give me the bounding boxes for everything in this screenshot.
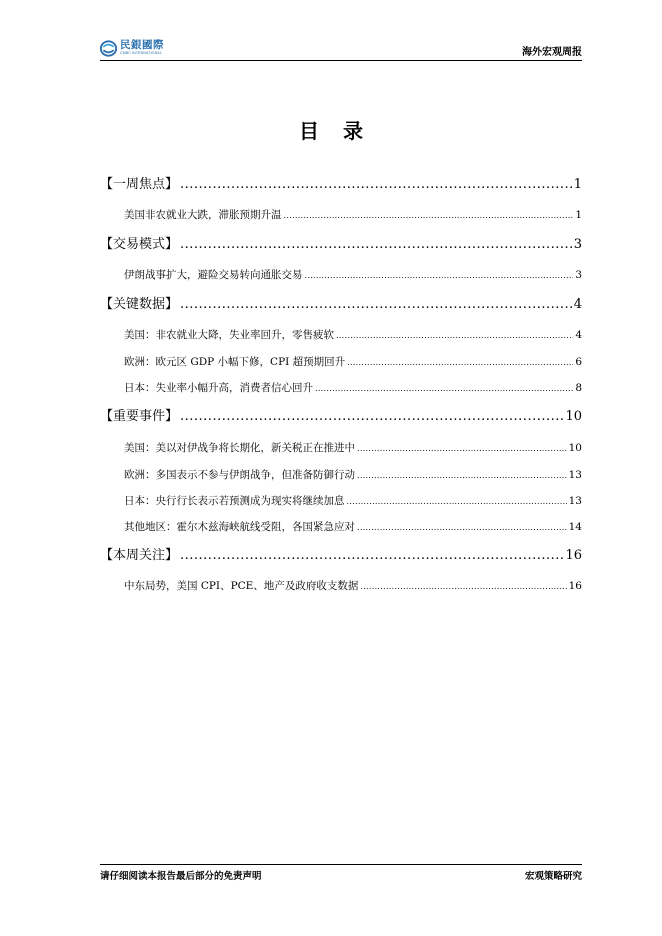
toc-page-number: 16 [565,548,582,563]
toc-dot-leader [357,439,567,459]
toc-page-number: 13 [568,495,582,507]
toc-dot-leader [347,492,567,512]
toc-dot-leader [180,294,572,316]
toc-page-number: 3 [575,269,582,281]
toc-dot-leader [180,545,563,567]
toc-dot-leader [284,206,574,226]
toc-page-number: 14 [568,521,582,533]
toc-subsection-entry[interactable] [100,491,582,511]
toc-entry-label: 其他地区：霍尔木兹海峡航线受阻，各国紧急应对 [124,521,355,533]
toc-subsection-entry[interactable] [100,352,582,372]
toc-entry-label: 美国非农就业大跌，滞胀预期升温 [124,209,282,221]
page-header [100,40,582,62]
toc-dot-leader [347,353,573,373]
page-title: 目录 [299,119,387,143]
toc-page-number: 13 [568,469,582,481]
toc-entry-label: 日本：失业率小幅升高，消费者信心回升 [124,382,313,394]
toc-page-number: 1 [573,177,582,192]
logo-english-name: CMBC INTERNATIONAL [120,50,162,55]
toc-page-number: 1 [575,209,582,221]
toc-subsection-entry[interactable] [100,517,582,537]
toc-entry-label: 【交易模式】 [100,237,179,252]
toc-dot-leader [315,379,573,399]
toc-subsection-entry[interactable] [100,325,582,345]
toc-dot-leader [180,174,572,196]
toc-section-entry[interactable] [100,545,582,567]
toc-page-number: 4 [573,297,582,312]
toc-entry-label: 【一周焦点】 [100,177,179,192]
toc-entry-label: 伊朗战事扩大，避险交易转向通胀交易 [124,269,303,281]
toc-dot-leader [336,326,573,346]
toc-subsection-entry[interactable] [100,576,582,596]
toc-section-entry[interactable] [100,234,582,256]
footer-divider [100,864,582,865]
disclaimer-note: 请仔细阅读本报告最后部分的免责声明 [100,871,262,882]
toc-dot-leader [357,518,567,538]
toc-page-number: 8 [575,382,582,394]
toc-dot-leader [180,234,572,256]
toc-section-entry[interactable] [100,294,582,316]
toc-dot-leader [180,406,563,428]
toc-entry-label: 美国：美以对伊战争将长期化，新关税正在推进中 [124,442,355,454]
toc-entry-label: 日本：央行行长表示若预测成为现实将继续加息 [124,495,345,507]
toc-page-number: 10 [568,442,582,454]
toc-subsection-entry[interactable] [100,438,582,458]
toc-subsection-entry[interactable] [100,465,582,485]
toc-page-number: 3 [573,237,582,252]
toc-entry-label: 欧洲：多国表示不参与伊朗战争，但准备防御行动 [124,469,355,481]
department-name: 宏观策略研究 [524,871,582,882]
toc-page-number: 6 [575,356,582,368]
toc-subsection-entry[interactable] [100,378,582,398]
toc-entry-label: 欧洲：欧元区 GDP 小幅下修，CPI 超预期回升 [124,356,346,368]
toc-entry-label: 【重要事件】 [100,409,179,424]
toc-entry-label: 中东局势，美国 CPI、PCE、地产及政府收支数据 [124,580,359,592]
toc-section-entry[interactable] [100,406,582,428]
logo-chinese-name: 民銀國際 [120,39,164,51]
toc-dot-leader [360,577,566,597]
toc-section-entry[interactable] [100,174,582,196]
toc-dot-leader [305,266,574,286]
toc-entry-label: 美国：非农就业大降，失业率回升，零售疲软 [124,329,334,341]
toc-page-number: 10 [565,409,582,424]
page-footer [100,864,582,882]
toc-page-number: 4 [575,329,582,341]
report-type: 海外宏观周报 [522,47,582,58]
toc-subsection-entry[interactable] [100,205,582,225]
company-logo [100,40,164,60]
toc-subsection-entry[interactable] [100,265,582,285]
toc-entry-label: 【本周关注】 [100,548,179,563]
header-divider [100,60,582,61]
toc-entry-label: 【关键数据】 [100,297,179,312]
toc-page-number: 16 [568,580,582,592]
cmbc-logo-icon [100,40,117,57]
toc-dot-leader [357,466,567,486]
